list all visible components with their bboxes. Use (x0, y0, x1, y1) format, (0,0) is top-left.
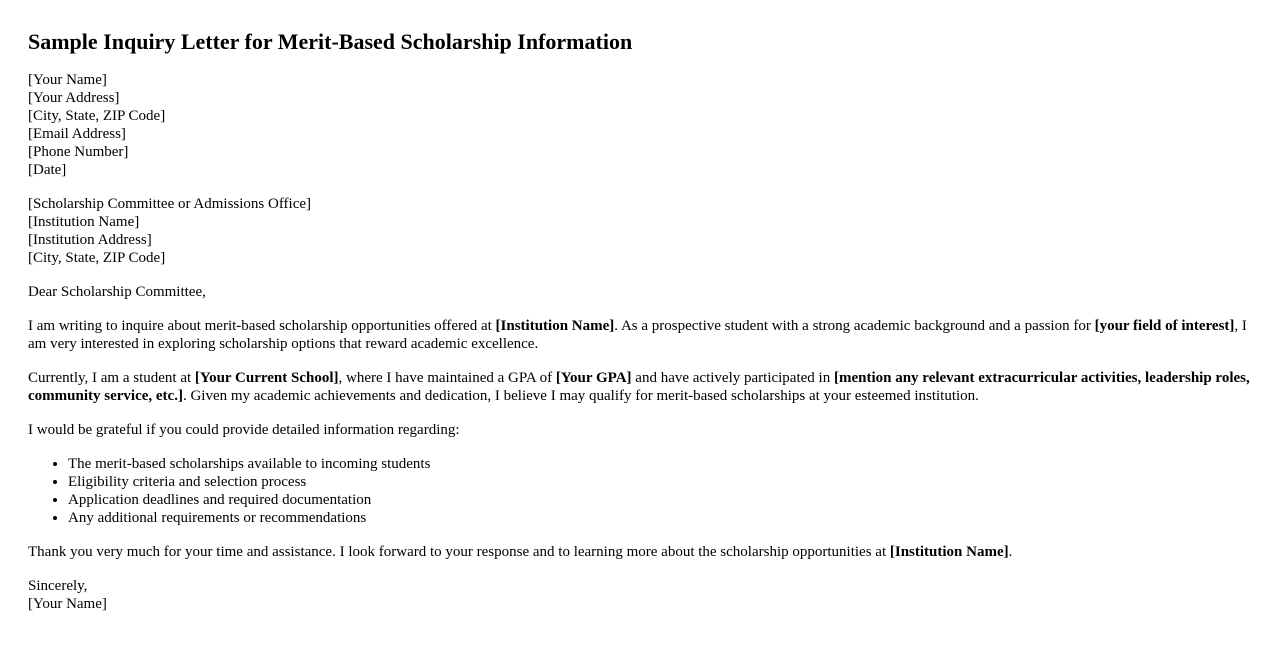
list-item: • Any additional requirements or recommendations (68, 509, 1250, 527)
text-run: . As a prospective student with a strong academic background and a passion for (614, 318, 1095, 334)
text-run: Thank you very much for your time and assistance. I look forward to your response and to learning more about the scholarship opportunities at (28, 544, 890, 560)
placeholder-institution-name: [Institution Name] (495, 318, 615, 334)
page-title: Sample Inquiry Letter for Merit-Based Scholarship Information (28, 29, 633, 54)
recipient-city-state-zip: [City, State, ZIP Code] (28, 250, 166, 266)
placeholder-current-school: [Your Current School] (194, 370, 339, 386)
recipient-address: [Institution Address] (28, 232, 152, 248)
letter-document (28, 0, 1250, 613)
text-run: Currently, I am a student at (28, 370, 195, 386)
recipient-institution: [Institution Name] (28, 214, 140, 230)
text-run: I am writing to inquire about merit-based scholarship opportunities offered at (28, 318, 496, 334)
sender-email: [Email Address] (28, 126, 126, 142)
body-paragraph-intro (28, 317, 1250, 353)
salutation: Dear Scholarship Committee, (28, 284, 206, 300)
list-item: • Eligibility criteria and selection process (68, 473, 1250, 491)
sender-city-state-zip: [City, State, ZIP Code] (28, 108, 166, 124)
signature-name: [Your Name] (28, 596, 107, 612)
placeholder-field-of-interest: [your field of interest] (1094, 318, 1235, 334)
closing: Sincerely, (28, 578, 88, 594)
recipient-address-block (28, 195, 1250, 267)
sender-phone: [Phone Number] (28, 144, 129, 160)
request-list (28, 455, 1250, 527)
sender-address-block (28, 71, 1250, 179)
recipient-committee: [Scholarship Committee or Admissions Office] (28, 196, 312, 212)
text-run: and have actively participated in (631, 370, 834, 386)
body-paragraph-thanks (28, 543, 1250, 561)
placeholder-gpa: [Your GPA] (555, 370, 632, 386)
sender-name: [Your Name] (28, 72, 107, 88)
sender-address: [Your Address] (28, 90, 120, 106)
placeholder-institution-name: [Institution Name] (889, 544, 1009, 560)
text-run: , I am very interested in exploring scholarship options that reward academic excellence. (28, 318, 1247, 352)
text-run: . Given my academic achievements and dedication, I believe I may qualify for merit-based scholarships at your esteemed institution. (182, 388, 979, 404)
body-paragraph-request: I would be grateful if you could provide detailed information regarding: (28, 422, 460, 438)
text-run: , where I have maintained a GPA of (338, 370, 556, 386)
closing-block (28, 577, 1250, 613)
list-item: • The merit-based scholarships available to incoming students (68, 455, 1250, 473)
placeholder-activities: [mention any relevant extracurricular activities, leadership roles, community service, etc.] (28, 370, 1250, 404)
letter-date: [Date] (28, 162, 67, 178)
list-item: • Application deadlines and required documentation (68, 491, 1250, 509)
body-paragraph-background (28, 369, 1250, 405)
text-run: . (1008, 544, 1013, 560)
